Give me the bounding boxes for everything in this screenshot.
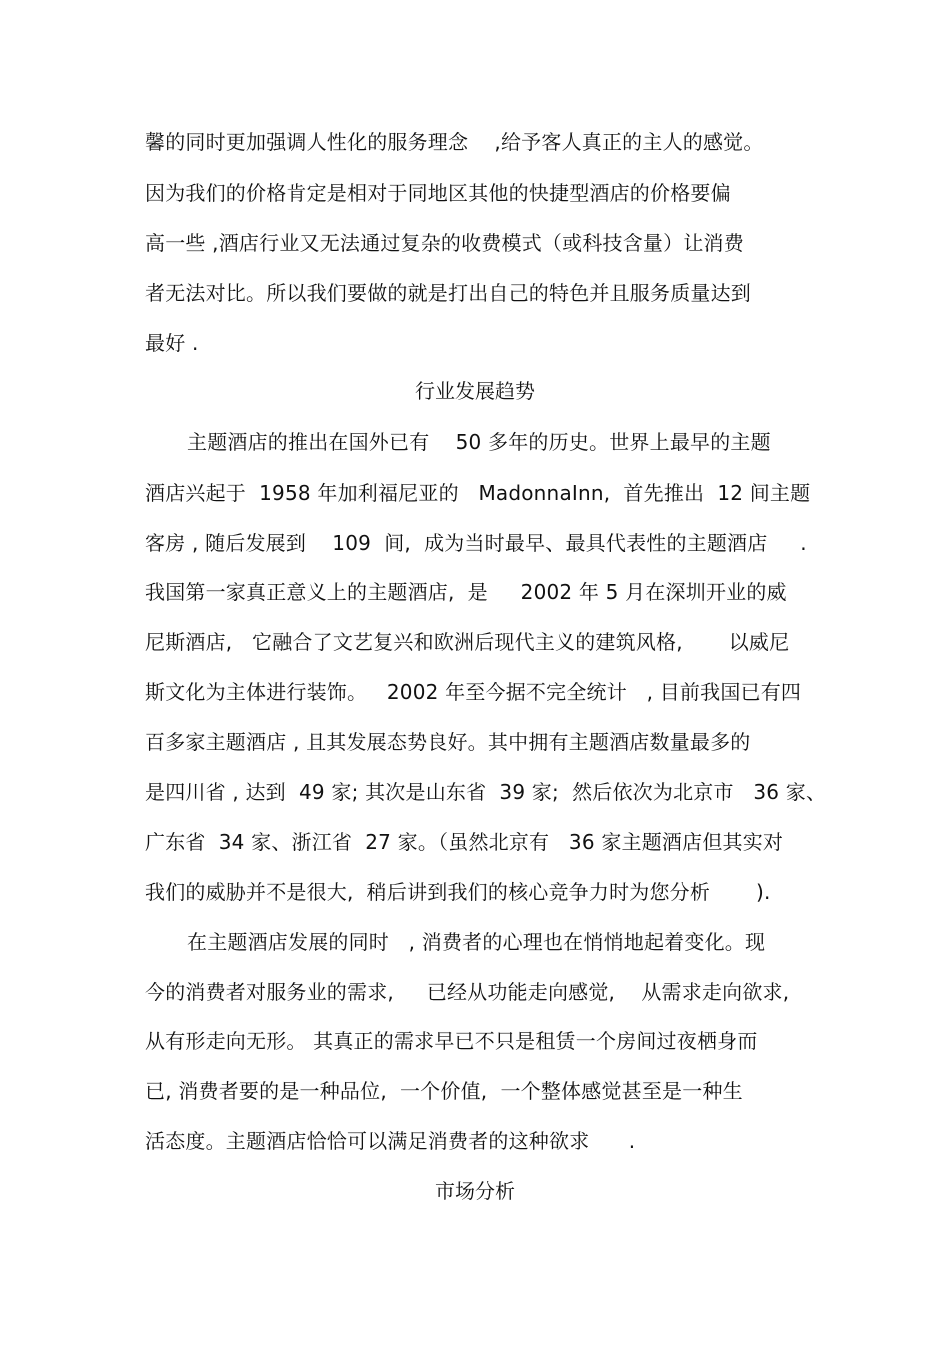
intro-line-2: 因为我们的价格肯定是相对于同地区其他的快捷型酒店的价格要偏: [145, 181, 731, 205]
trend-line-7: 百多家主题酒店 , 且其发展态势良好。其中拥有主题酒店数量最多的: [145, 730, 751, 754]
intro-line-1: 馨的同时更加强调人性化的服务理念 ,给予客人真正的主人的感觉。: [145, 130, 764, 154]
intro-line-4: 者无法对比。所以我们要做的就是打出自己的特色并且服务质量达到: [145, 281, 751, 305]
trend-line-3: 客房 , 随后发展到 109 间, 成为当时最早、最具代表性的主题酒店 .: [145, 531, 807, 555]
trend-line-4: 我国第一家真正意义上的主题酒店, 是 2002 年 5 月在深圳开业的威: [145, 580, 787, 604]
consumer-line-2: 今的消费者对服务业的需求, 已经从功能走向感觉, 从需求走向欲求,: [145, 980, 790, 1004]
consumer-line-5: 活态度。主题酒店恰恰可以满足消费者的这种欲求 .: [145, 1129, 636, 1153]
trend-line-10: 我们的威胁并不是很大, 稍后讲到我们的核心竞争力时为您分析 ).: [145, 880, 771, 904]
section-heading-industry-trend: 行业发展趋势: [415, 379, 535, 403]
trend-line-5: 尼斯酒店, 它融合了文艺复兴和欧洲后现代主义的建筑风格, 以威尼: [145, 630, 790, 654]
trend-line-8: 是四川省 , 达到 49 家; 其次是山东省 39 家; 然后依次为北京市 36 家、: [145, 780, 827, 804]
consumer-line-4: 已, 消费者要的是一种品位, 一个价值, 一个整体感觉甚至是一种生: [145, 1079, 743, 1103]
trend-line-9: 广东省 34 家、浙江省 27 家。（虽然北京有 36 家主题酒店但其实对: [145, 830, 784, 854]
section-heading-market-analysis: 市场分析: [435, 1179, 515, 1203]
trend-line-6: 斯文化为主体进行装饰。 2002 年至今据不完全统计 , 目前我国已有四: [145, 680, 802, 704]
consumer-line-3: 从有形走向无形。 其真正的需求早已不只是租赁一个房间过夜栖身而: [145, 1029, 758, 1053]
consumer-line-1: 在主题酒店发展的同时 , 消费者的心理也在悄悄地起着变化。现: [187, 930, 766, 954]
trend-line-1: 主题酒店的推出在国外已有 50 多年的历史。世界上最早的主题: [187, 430, 771, 454]
intro-line-5: 最好 .: [145, 331, 199, 355]
intro-line-3: 高一些 ,酒店行业又无法通过复杂的收费模式（或科技含量）让消费: [145, 231, 744, 255]
trend-line-2: 酒店兴起于 1958 年加利福尼亚的 MadonnaInn, 首先推出 12 间主题: [145, 481, 811, 505]
